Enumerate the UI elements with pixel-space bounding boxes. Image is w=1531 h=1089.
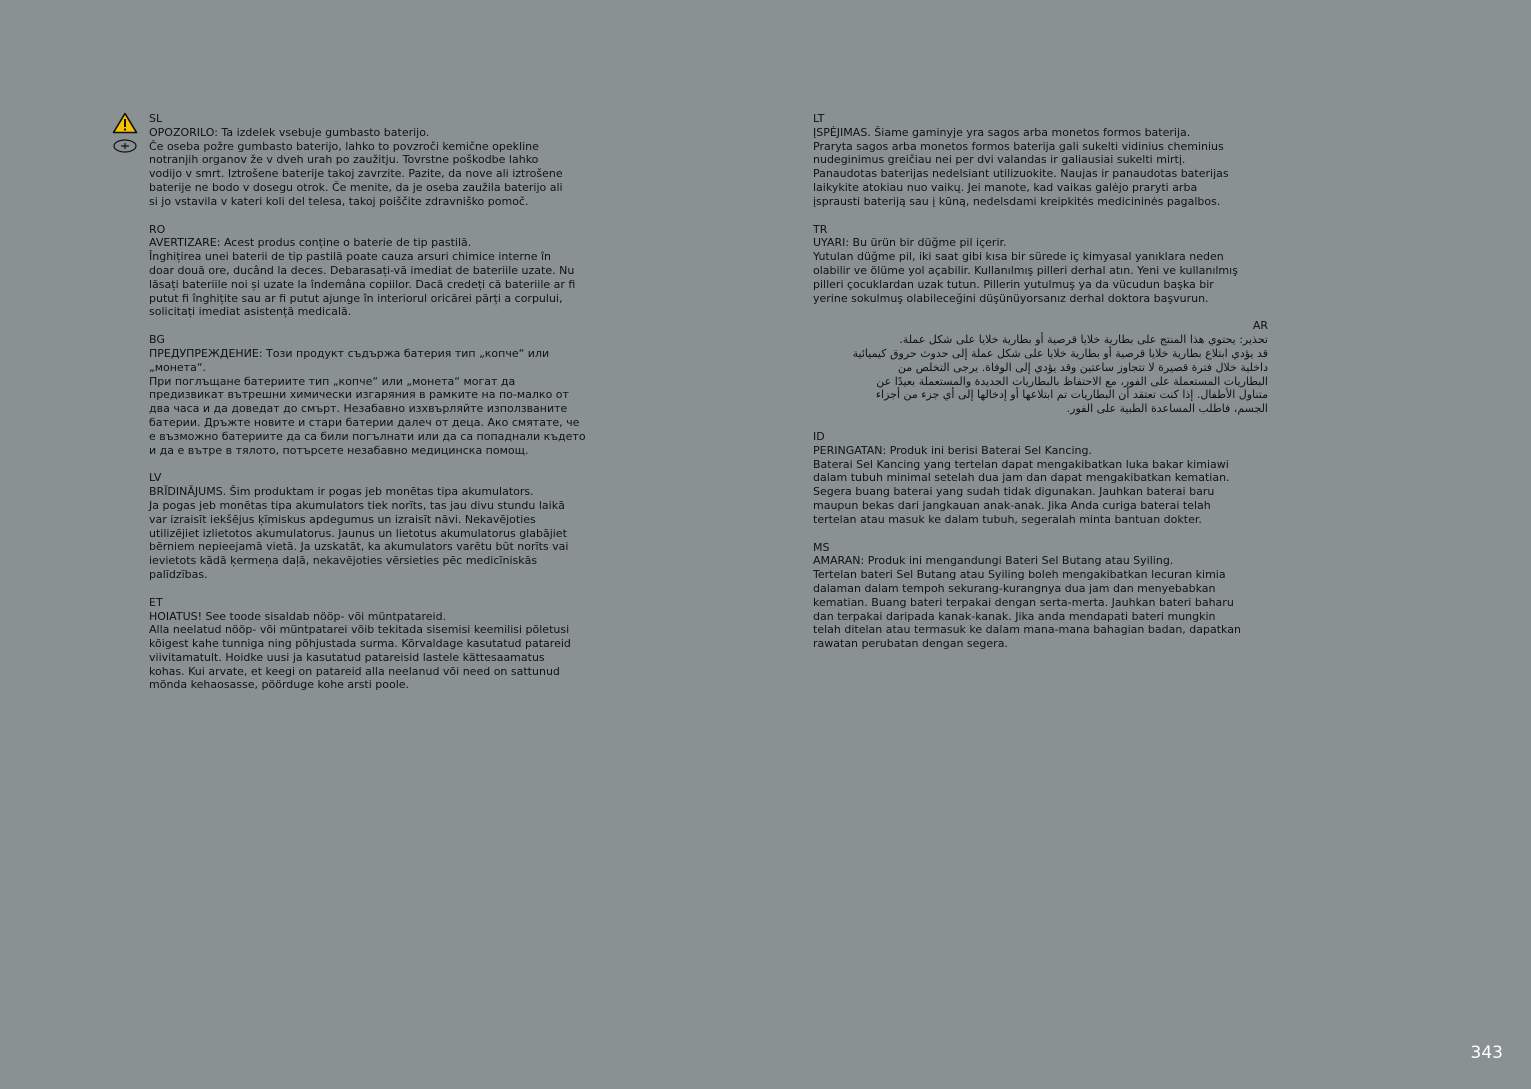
language-code: ET (149, 595, 163, 609)
language-code: ID (813, 429, 825, 443)
page-number: 343 (1470, 1043, 1503, 1063)
language-code: BG (149, 333, 165, 347)
warning-text: OPOZORILO: Ta izdelek vsebuje gumbasto baterijo. Če oseba požre gumbasto baterijo, lahko to povzroči kemične opekline notranjih organov že v dveh urah po zaužitju. Tovrstne poškodbe lahko vodijo v smrt. Iztrošene baterije takoj zavrzite. Pazite, da nove ali iztrošene baterije ne bodo v dosegu otrok. Če menite, da je oseba zaužila baterijo ali si jo vstavila v kateri koli del telesa, takoj poiščite zdravniško pomoč. (149, 125, 563, 208)
warning-text: PERINGATAN: Produk ini berisi Baterai Sel Kancing. Baterai Sel Kancing yang tertelan dapat mengakibatkan luka bakar kimiawi dalam tubuh minimal setelah dua jam dan dapat mengakibatkan kematian. Segera buang baterai yang sudah tidak digunakan. Jauhkan baterai baru maupun bekas dari jangkauan anak-anak. Jika Anda curiga baterai telah tertelan atau masuk ke dalam tubuh, segeralah minta bantuan dokter. (813, 443, 1230, 526)
language-code: RO (149, 222, 166, 236)
warning-text: HOIATUS! See toode sisaldab nööp- või müntpatareid. Alla neelatud nööp- või müntpatarei võib tekitada sisemisi keemilisi põletusi kõigest kahe tunniga ning põhjustada surma. Kõrvaldage kasutatud patareid viivitamatult. Hoidke uusi ja kasutatud patareisid lastele kättesaamatus kohas. Kui arvate, et keegi on patareid alla neelanud või need on sattunud mõnda kehaosasse, pöörduge kohe arsti poole. (149, 609, 571, 692)
language-code: LT (813, 112, 825, 125)
section-et (149, 596, 609, 693)
section-id (813, 430, 1268, 527)
warning-text: تحذير: يحتوي هذا المنتج على بطارية خلايا قرصية أو بطارية خلايا على شكل عملة. قد يؤدي ابتلاع بطارية خلايا قرصية أو بطارية خلايا على شكل عملة إلى حدوث حروق كيميائية داخلية خلال فترة قصيرة لا تتجاوز ساعتين وقد يؤدي إلى الوفاة. يرجى التخلص من البطاريات المستعملة على الفور، مع الاحتفاظ بالبطاريات الجديدة والمستعملة بعيدًا عن متناول الأطفال. إذا كنت تعتقد أن البطاريات تم ابتلاعها أو إدخالها إلى أي جزء من أجزاء الجسم، فاطلب المساعدة الطبية على الفور. (852, 333, 1268, 416)
language-code: SL (149, 112, 163, 125)
warning-text: UYARI: Bu ürün bir düğme pil içerir. Yutulan düğme pil, iki saat gibi kısa bir sürede iç kimyasal yanıklara neden olabilir ve ölüme yol açabilir. Kullanılmış pilleri derhal atın. Yeni ve kullanılmış pilleri çocuklardan uzak tutun. Pillerin yutulmuş ya da vücudun başka bir yerine sokulmuş olabileceğini düşünüyorsanız derhal doktora başvurun. (813, 236, 1238, 305)
left-column (149, 112, 609, 706)
section-sl (149, 112, 609, 209)
section-lv (149, 471, 609, 581)
warning-text: AVERTIZARE: Acest produs conține o baterie de tip pastilă. Înghițirea unei baterii de tip pastilă poate cauza arsuri chimice interne în doar două ore, ducând la deces. Debarasați-vă imediat de bateriile uzate. Nu lăsați bateriile noi și uzate la îndemâna copiilor. Dacă credeți că bateriile ar fi putut fi înghițite sau ar fi putut ajunge în interiorul oricărei părți a corpului, solicitați imediat asistență medicală. (149, 236, 576, 319)
right-column (813, 112, 1268, 665)
warning-text: ĮSPĖJIMAS. Šiame gaminyje yra sagos arba monetos formos baterija. Praryta sagos arba monetos formos baterija gali sukelti vidinius cheminius nudeginimus greičiau nei per dvi valandas ir galiausiai sukelti mirtį. Panaudotas baterijas nedelsiant utilizuokite. Naujas ir panaudotas baterijas laikykite atokiau nuo vaikų. Jei manote, kad vaikas galėjo praryti arba įsprausti bateriją sau į kūną, nedelsdami kreipkitės medicininės pagalbos. (813, 125, 1229, 208)
section-tr (813, 223, 1268, 306)
warning-icons (112, 112, 138, 154)
language-code: TR (813, 222, 828, 236)
language-code: AR (1252, 319, 1268, 333)
language-code: MS (813, 540, 830, 554)
section-ar (813, 319, 1268, 416)
section-lt (813, 112, 1268, 209)
section-ms (813, 541, 1268, 651)
language-code: LV (149, 471, 162, 485)
coin-battery-icon (112, 138, 138, 154)
warning-text: BRĪDINĀJUMS. Šim produktam ir pogas jeb monētas tipa akumulators. Ja pogas jeb monētas tipa akumulators tiek norīts, tas jau divu stundu laikā var izraisīt iekšējus ķīmiskus apdegumus un izraisīt nāvi. Nekavējoties utilizējiet izlietotos akumulatorus. Jaunus un lietotus akumulatorus glabājiet bērniem nepieejamā vietā. Ja uzskatāt, ka akumulators varētu būt norīts vai ievietots kādā ķermeņa daļā, nekavējoties vērsieties pēc medicīniskās palīdzības. (149, 485, 569, 581)
warning-text: AMARAN: Produk ini mengandungi Bateri Sel Butang atau Syiling. Tertelan bateri Sel Butang atau Syiling boleh mengakibatkan lecuran kimia dalaman dalam tempoh sekurang-kurangnya dua jam dan menyebabkan kematian. Buang bateri terpakai dengan serta-merta. Jauhkan bateri baharu dan terpakai daripada kanak-kanak. Jika anda mendapati bateri mungkin telah ditelan atau termasuk ke dalam mana-mana bahagian badan, dapatkan rawatan perubatan dengan segera. (813, 554, 1241, 651)
warning-text: ПРЕДУПРЕЖДЕНИЕ: Този продукт съдържа батерия тип „копче“ или „монета“. При поглъщане батериите тип „копче“ или „монета“ могат да предизвикат вътрешни химически изгаряния в рамките на по-малко от два часа и да доведат до смърт. Незабавно изхвърляйте използваните батерии. Дръжте новите и стари батерии далеч от деца. Ако смятате, че е възможно батериите да са били погълнати или да са попаднали където и да е вътре в тялото, потърсете незабавно медицинска помощ. (149, 346, 586, 457)
section-bg (149, 333, 609, 457)
warning-triangle-icon (112, 112, 138, 134)
section-ro (149, 223, 609, 320)
